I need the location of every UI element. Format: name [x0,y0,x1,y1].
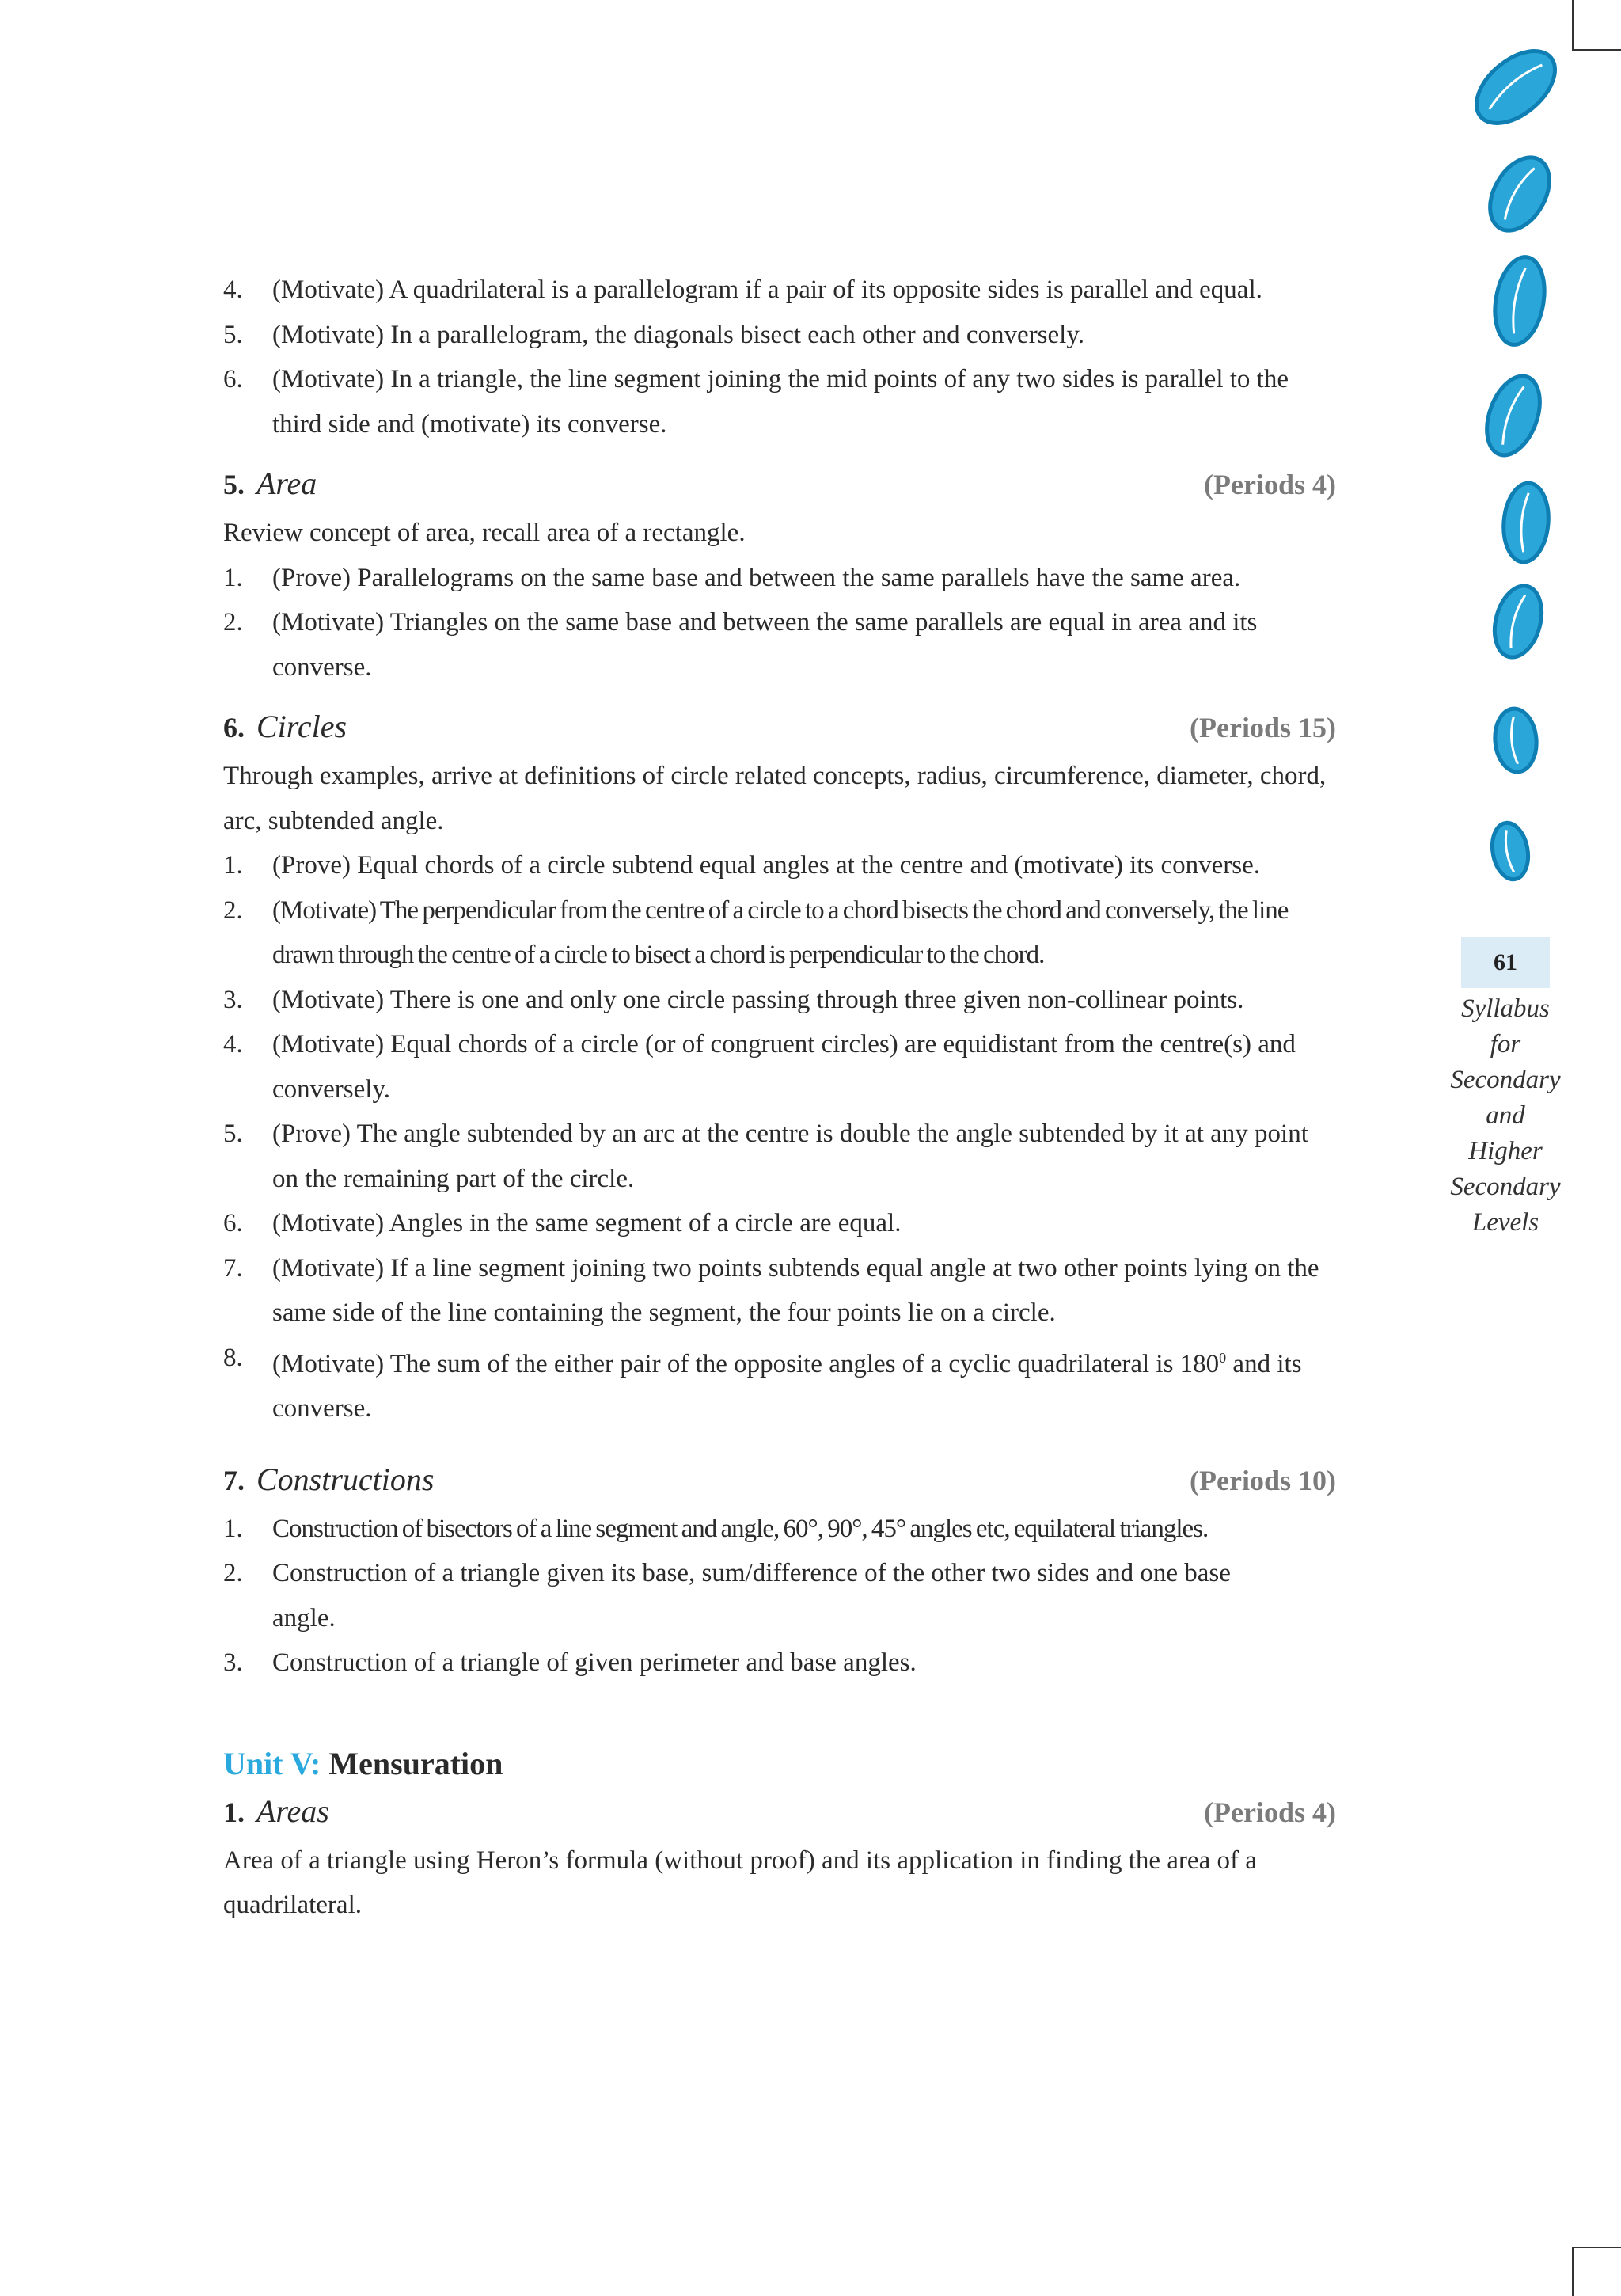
item-number: 1. [223,563,243,592]
section-heading-area [223,459,1336,509]
unit-title: Mensuration [328,1745,503,1781]
crop-mark-bottom-right [1572,2247,1621,2296]
section-intro: Through examples, arrive at definitions of circle related concepts, radius, circumference, diameter, chord, arc, subtended angle. [223,762,1327,835]
item-number: 1. [223,1514,243,1543]
section-title: Areas [256,1792,329,1829]
item-number: 5. [223,320,243,349]
leaf-icon [1493,707,1539,774]
list-item [223,357,1336,447]
leaf-icon [1487,580,1549,662]
leaf-icon [1477,369,1550,462]
section-number: 1. [223,1796,245,1828]
item-text: Construction of a triangle of given perimeter and base angles. [272,1648,917,1677]
section-title: Constructions [256,1461,435,1497]
item-text: (Motivate) In a parallelogram, the diagonals bisect each other and conversely. [272,320,1084,349]
list-item [223,1640,1336,1686]
item-number: 2. [223,1559,243,1587]
item-number: 6. [223,1209,243,1237]
leaf-icon [1488,820,1532,883]
item-number: 8. [223,1343,243,1372]
side-title [1441,991,1570,1241]
list-item [223,1201,1336,1246]
side-title-line: Secondary [1450,1066,1561,1094]
item-text: (Prove) Equal chords of a circle subtend equal angles at the centre and (motivate) its converse. [272,851,1261,880]
item-text: (Motivate) Equal chords of a circle (or of congruent circles) are equidistant from the centre(s) and conversely. [272,1030,1296,1104]
page-number: 61 [1461,937,1550,988]
item-text: (Motivate) Triangles on the same base and between the same parallels are equal in area and its converse. [272,608,1258,682]
main-content [223,268,1336,1928]
side-title-line: for [1490,1030,1521,1059]
section-number: 6. [223,712,245,743]
leaf-icon [1501,481,1552,564]
list-item [223,1336,1336,1431]
item-number: 4. [223,276,243,304]
list-item [223,556,1336,601]
item-number: 1. [223,851,243,880]
side-title-line: Secondary [1450,1173,1561,1201]
item-number: 7. [223,1253,243,1283]
section-periods: (Periods 4) [1204,1796,1336,1828]
leaf-decoration [1441,24,1575,903]
leaf-icon [1489,253,1551,349]
item-text: Construction of a triangle given its base, sum/difference of the other two sides and one base angle. [272,1559,1231,1633]
item-text: (Prove) The angle subtended by an arc at the centre is double the angle subtended by it at any point on the remaining part of the circle. [272,1119,1308,1193]
section-heading-circles [223,702,1336,752]
item-text: (Motivate) There is one and only one circle passing through three given non-collinear points. [272,985,1244,1014]
item-number: 5. [223,1119,243,1148]
item-number: 3. [223,1648,243,1677]
section-title: Area [256,466,317,501]
unit-heading [223,1741,1336,1787]
side-title-line: Syllabus [1461,994,1550,1023]
item-number: 3. [223,985,243,1014]
section-periods: (Periods 10) [1190,1464,1336,1496]
side-title-line: Higher [1468,1137,1543,1165]
item-number: 2. [223,895,243,925]
list-item [223,978,1336,1023]
list-item [223,888,1336,978]
superscript-degree: 0 [1219,1349,1227,1366]
list-item [223,1507,1336,1552]
leaf-icon [1478,147,1561,241]
leaf-icon [1463,37,1569,138]
list-item [223,843,1336,888]
item-text: (Motivate) Angles in the same segment of a circle are equal. [272,1209,902,1237]
section-title: Circles [256,709,347,744]
section-periods: (Periods 4) [1204,469,1336,500]
item-text: (Motivate) In a triangle, the line segment joining the mid points of any two sides is parallel to the third side and (motivate) its converse. [272,365,1289,439]
crop-mark-top-right [1572,0,1621,51]
section-number: 5. [223,469,245,500]
item-number: 4. [223,1030,243,1059]
item-number: 6. [223,365,243,393]
list-item [223,313,1336,358]
section-intro: Review concept of area, recall area of a rectangle. [223,519,746,547]
section-periods: (Periods 15) [1190,712,1336,743]
item-text: (Motivate) If a line segment joining two points subtends equal angle at two other points lying on the same side of the line containing the segment, the four points lie on a circle. [272,1253,1319,1327]
item-number: 2. [223,608,243,637]
section-heading-areas [223,1787,1336,1837]
item-text: (Prove) Parallelograms on the same base and between the same parallels have the same area. [272,563,1241,592]
item-text: (Motivate) The sum of the either pair of the opposite angles of a cyclic quadrilateral is $180^0$ and its converse. [272,1349,1302,1423]
list-item [223,600,1336,690]
list-item [223,1112,1336,1201]
section-number: 7. [223,1464,245,1496]
unit-label: Unit V: [223,1745,321,1781]
section-intro: Area of a triangle using Heron’s formula (without proof) and its application in finding the area of a quadrilateral. [223,1846,1257,1919]
item-text: (Motivate) A quadrilateral is a parallelogram if a pair of its opposite sides is parallel and equal. [272,276,1262,304]
item-text: (Motivate) The perpendicular from the centre of a circle to a chord bisects the chord and conversely, the line drawn through the centre of a circle to bisect a chord is perpendicular to the chord. [272,895,1289,969]
list-item [223,1551,1336,1640]
list-item [223,268,1336,313]
section-heading-constructions [223,1455,1336,1505]
side-title-line: and [1486,1101,1525,1130]
list-item [223,1022,1336,1112]
side-title-line: Levels [1471,1208,1539,1237]
list-item [223,1246,1336,1336]
item-text: Construction of bisectors of a line segment and angle, 60°, 90°, 45° angles etc, equilateral triangles. [272,1514,1209,1543]
